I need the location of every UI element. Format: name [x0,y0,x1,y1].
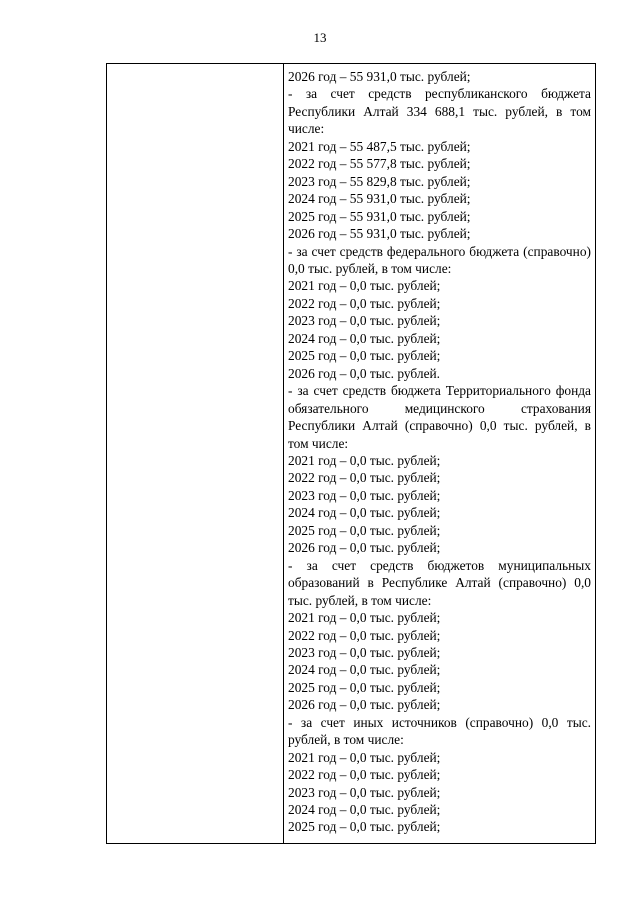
foms-budget-paragraph: - за счет средств бюджета Территориального фонда обязательного медицинского страхования Республики Алтай (справочно) 0,0 тыс. рублей, в том числе: [288,383,591,451]
municipal-budget-years [288,609,591,714]
funding-year-line: 2022 год – 0,0 тыс. рублей; [288,767,441,783]
funding-year-line: 2021 год – 0,0 тыс. рублей; [288,278,441,294]
funding-year-line: 2022 год – 0,0 тыс. рублей; [288,627,441,643]
funding-table [106,63,596,844]
lines-top [288,68,591,85]
municipal-budget-paragraph: - за счет средств бюджетов муниципальных образований в Республике Алтай (справочно) 0,0 тыс. рублей, в том числе: [288,557,591,608]
table-right-cell [284,64,595,843]
funding-year-line: 2026 год – 55 931,0 тыс. рублей; [288,226,471,242]
federal-budget-years [288,277,591,382]
funding-year-line: 2021 год – 0,0 тыс. рублей; [288,749,441,765]
funding-year-line: 2022 год – 0,0 тыс. рублей; [288,295,441,311]
funding-year-line: 2025 год – 0,0 тыс. рублей; [288,348,441,364]
funding-year-line: 2024 год – 0,0 тыс. рублей; [288,802,441,818]
republic-budget-years [288,138,591,243]
funding-year-line: 2025 год – 0,0 тыс. рублей; [288,679,441,695]
other-sources-years [288,749,591,836]
funding-year-line: 2023 год – 0,0 тыс. рублей; [288,313,441,329]
federal-budget-paragraph: - за счет средств федерального бюджета (справочно) 0,0 тыс. рублей, в том числе: [288,243,591,276]
funding-year-line: 2021 год – 55 487,5 тыс. рублей; [288,138,471,154]
funding-year-line: 2021 год – 0,0 тыс. рублей; [288,610,441,626]
funding-year-line: 2024 год – 0,0 тыс. рублей; [288,662,441,678]
funding-year-line: 2024 год – 0,0 тыс. рублей; [288,330,441,346]
other-sources-paragraph: - за счет иных источников (справочно) 0,0 тыс. рублей, в том числе: [288,714,591,748]
foms-budget-years [288,452,591,557]
funding-year-line: 2026 год – 0,0 тыс. рублей; [288,697,441,713]
funding-year-line: 2025 год – 0,0 тыс. рублей; [288,819,441,835]
republic-budget-paragraph: - за счет средств республиканского бюджета Республики Алтай 334 688,1 тыс. рублей, в том числе: [288,86,591,137]
funding-year-line: 2022 год – 55 577,8 тыс. рублей; [288,156,471,172]
table-left-cell [107,64,284,843]
funding-year-line: 2025 год – 0,0 тыс. рублей; [288,522,441,538]
funding-year-line: 2026 год – 0,0 тыс. рублей. [288,365,441,381]
funding-year-line: 2023 год – 0,0 тыс. рублей; [288,487,441,503]
page-number: 13 [313,30,327,45]
funding-year-line: 2022 год – 0,0 тыс. рублей; [288,470,441,486]
funding-year-line: 2024 год – 55 931,0 тыс. рублей; [288,191,471,207]
funding-year-line: 2026 год – 0,0 тыс. рублей; [288,540,441,556]
funding-year-line: 2023 год – 0,0 тыс. рублей; [288,784,441,800]
funding-year-line: 2026 год – 55 931,0 тыс. рублей; [288,69,471,84]
funding-year-line: 2021 год – 0,0 тыс. рублей; [288,452,441,468]
funding-year-line: 2025 год – 55 931,0 тыс. рублей; [288,208,471,224]
funding-year-line: 2024 год – 0,0 тыс. рублей; [288,505,441,521]
funding-year-line: 2023 год – 55 829,8 тыс. рублей; [288,173,471,189]
funding-year-line: 2023 год – 0,0 тыс. рублей; [288,644,441,660]
